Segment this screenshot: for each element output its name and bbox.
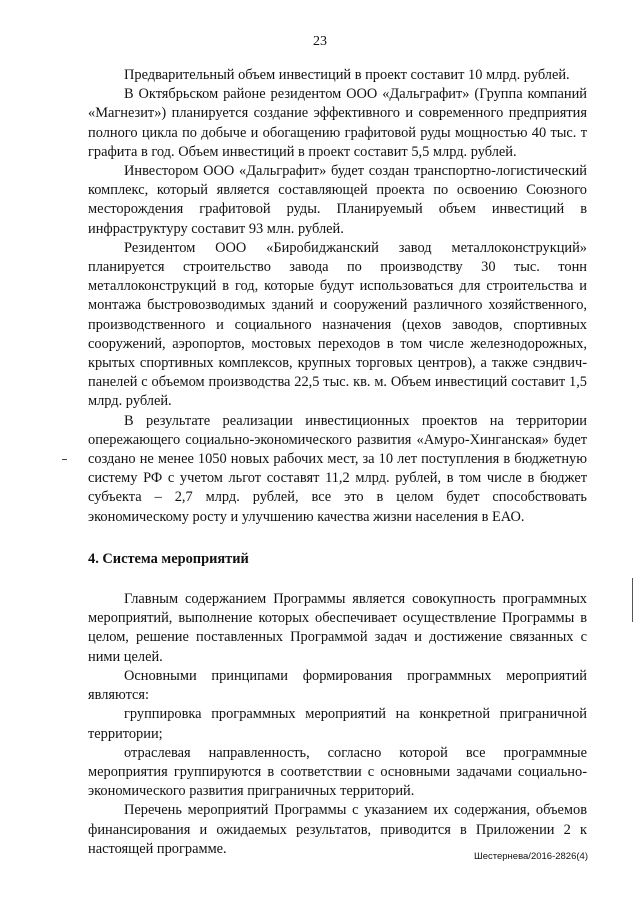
document-code: Шестернева/2016-2826(4) xyxy=(474,851,588,862)
paragraph: В результате реализации инвестиционных проектов на территории опережающего социально-экономического развития «Амуро-Хинганская» будет создано не менее 1050 новых рабочих мест, за 10 лет поступления в бюджетную систему РФ с учетом льгот составят 11,2 млрд. рублей, в том числе в бюджет субъекта – 2,7 млрд. рублей, все это в целом будет способствовать экономическому росту и улучшению качества жизни населения в ЕАО. xyxy=(88,412,587,525)
paragraph: Резидентом ООО «Биробиджанский завод металлоконструкций» планируется строительство завода по производству 30 тыс. тонн металлоконструкций в год, которые будут использоваться для строительства и монтажа быстровозводимых зданий и сооружений различного хозяйственного, производственного и социального назначения (цехов заводов, спортивных сооружений, аэропортов, мостовых переходов в том числе железнодорожных, крытых спортивных комплексов, крупных торговых центров), а также сэндвич-панелей с объемом производства 22,5 тыс. кв. м. Объем инвестиций составит 1,5 млрд. рублей. xyxy=(88,239,587,410)
paragraph: Инвестором ООО «Дальграфит» будет создан транспортно-логистический комплекс, который является составляющей проекта по освоению Союзного месторождения графитовой руды. Планируемый объем инвестиций в инфраструктуру составит 93 млн. рублей. xyxy=(88,163,587,237)
paragraph: Основными принципами формирования программных мероприятий являются: xyxy=(88,667,587,704)
section-heading: 4. Система мероприятий xyxy=(88,550,249,567)
margin-dash-mark xyxy=(62,459,67,460)
paragraph: группировка программных мероприятий на конкретной приграничной территории; xyxy=(88,706,587,742)
page-number: 23 xyxy=(313,34,327,49)
paragraph: Перечень мероприятий Программы с указанием их содержания, объемов финансирования и ожидаемых результатов, приводится в Приложении 2 к настоящей программе. xyxy=(88,802,587,857)
margin-line-mark xyxy=(632,578,633,622)
paragraph: Предварительный объем инвестиций в проект составит 10 млрд. рублей. xyxy=(124,67,570,83)
paragraph: Главным содержанием Программы является совокупность программных мероприятий, выполнение которых обеспечивает осуществление Программы в целом, решение поставленных Программой задач и достижение связанных с ними целей. xyxy=(88,591,587,665)
paragraph: отраслевая направленность, согласно которой все программные мероприятия группируются в соответствии с основными задачами социально-экономического развития приграничных территорий. xyxy=(88,744,587,800)
paragraph: В Октябрьском районе резидентом ООО «Дальграфит» (Группа компаний «Магнезит») планируется создание эффективного и современного предприятия полного цикла по добыче и обогащению графитовой руды мощностью 40 тыс. т графита в год. Объем инвестиций в проект составит 5,5 млрд. рублей. xyxy=(88,86,587,160)
document-body xyxy=(88,66,587,859)
